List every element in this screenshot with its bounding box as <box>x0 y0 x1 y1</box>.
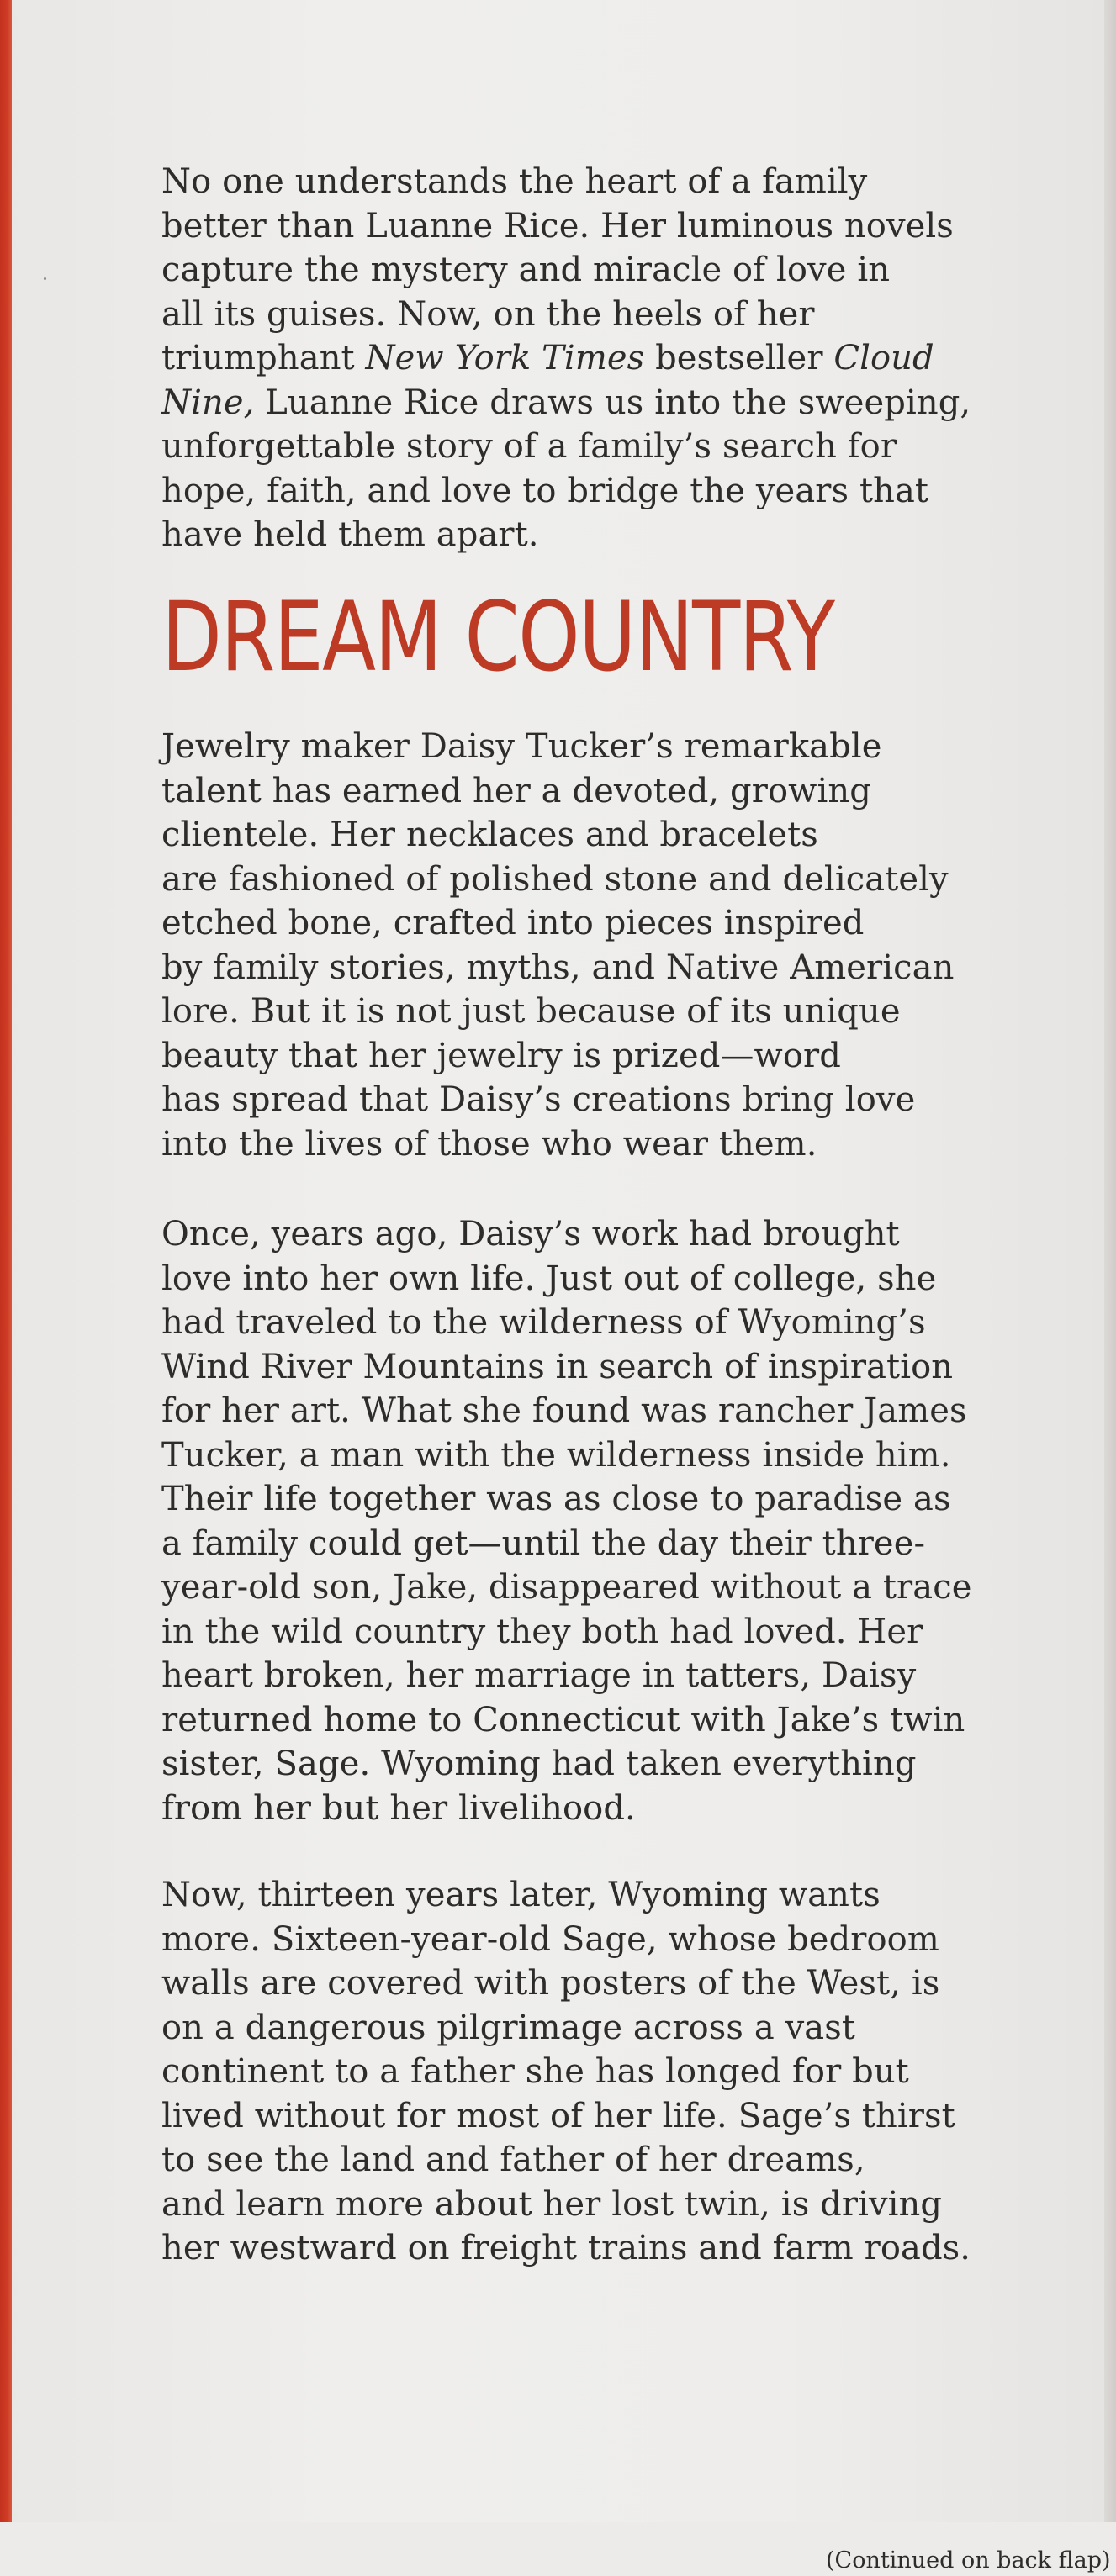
text-line: by family stories, myths, and Native American <box>161 948 955 987</box>
text-line: a family could get—until the day their three- <box>161 1523 926 1563</box>
text-line: has spread that Daisy’s creations bring love <box>161 1080 916 1119</box>
text-line: are fashioned of polished stone and delicately <box>161 859 949 899</box>
newspaper-title: New York Times <box>365 339 645 377</box>
text-line: more. Sixteen-year-old Sage, whose bedroom <box>161 1919 939 1959</box>
text-line: had traveled to the wilderness of Wyoming’s <box>161 1303 926 1342</box>
text-line: and learn more about her lost twin, is driving <box>161 2184 943 2224</box>
text-line: on a dangerous pilgrimage across a vast <box>161 2008 856 2047</box>
text-line: lore. But it is not just because of its unique <box>161 992 901 1031</box>
text-line: hope, faith, and love to bridge the years that <box>161 471 929 510</box>
text-line: returned home to Connecticut with Jake’s twin <box>161 1700 965 1739</box>
book-title: DREAM COUNTRY <box>161 581 834 693</box>
text-line: better than Luanne Rice. Her luminous novels <box>161 206 954 245</box>
text-line: Jewelry maker Daisy Tucker’s remarkable <box>161 727 882 766</box>
text-line: continent to a father she has longed for but <box>161 2052 909 2091</box>
synopsis-paragraph-3 <box>161 1873 971 2271</box>
intro-paragraph <box>161 160 971 557</box>
book-title-part: Cloud <box>833 339 934 377</box>
red-spine-edge <box>0 0 12 2522</box>
text-line: heart broken, her marriage in tatters, Daisy <box>161 1656 917 1695</box>
text-line: Their life together was as close to paradise as <box>161 1480 951 1518</box>
text-line: have held them apart. <box>161 515 539 554</box>
text-line: in the wild country they both had loved. Her <box>161 1612 923 1651</box>
text-line: all its guises. Now, on the heels of her <box>161 294 815 334</box>
text-fragment: triumphant <box>161 339 366 377</box>
text-line: Wind River Mountains in search of inspiration <box>161 1347 954 1386</box>
book-title-part: Nine, <box>161 383 255 422</box>
text-fragment: bestseller <box>644 339 834 377</box>
text-fragment: Luanne Rice draws us into the sweeping, <box>254 383 971 422</box>
text-line: lived without for most of her life. Sage’s thirst <box>161 2096 955 2135</box>
text-line: Now, thirteen years later, Wyoming wants <box>161 1876 881 1914</box>
text-line: No one understands the heart of a family <box>161 162 868 201</box>
text-line: into the lives of those who wear them. <box>161 1124 817 1164</box>
text-line: unforgettable story of a family’s search for <box>161 427 897 466</box>
text-line: year-old son, Jake, disappeared without a trace <box>161 1568 972 1607</box>
text-line: to see the land and father of her dreams, <box>161 2141 865 2179</box>
synopsis-paragraph-1 <box>161 725 955 1166</box>
text-line: talent has earned her a devoted, growing <box>161 771 871 810</box>
text-line: capture the mystery and miracle of love in <box>161 251 891 289</box>
continued-note: (Continued on back flap) <box>826 2547 1111 2573</box>
flap-fold-edge <box>1104 0 1116 2522</box>
paper-speck <box>44 277 46 280</box>
text-line: for her art. What she found was rancher James <box>161 1391 967 1430</box>
text-line: sister, Sage. Wyoming had taken everything <box>161 1745 917 1783</box>
text-line <box>161 381 971 425</box>
text-line: Once, years ago, Daisy’s work had brought <box>161 1215 900 1254</box>
synopsis-paragraph-2 <box>161 1212 971 1830</box>
text-line: her westward on freight trains and farm roads. <box>161 2229 971 2267</box>
text-line: Tucker, a man with the wilderness inside him. <box>161 1435 951 1475</box>
text-line: clientele. Her necklaces and bracelets <box>161 816 818 854</box>
text-line: etched bone, crafted into pieces inspired <box>161 904 865 942</box>
text-line <box>161 336 971 381</box>
text-line: from her but her livelihood. <box>161 1788 636 1828</box>
text-line: love into her own life. Just out of college, she <box>161 1259 937 1298</box>
text-line: walls are covered with posters of the West, is <box>161 1964 940 2003</box>
text-line: beauty that her jewelry is prized—word <box>161 1036 841 1075</box>
